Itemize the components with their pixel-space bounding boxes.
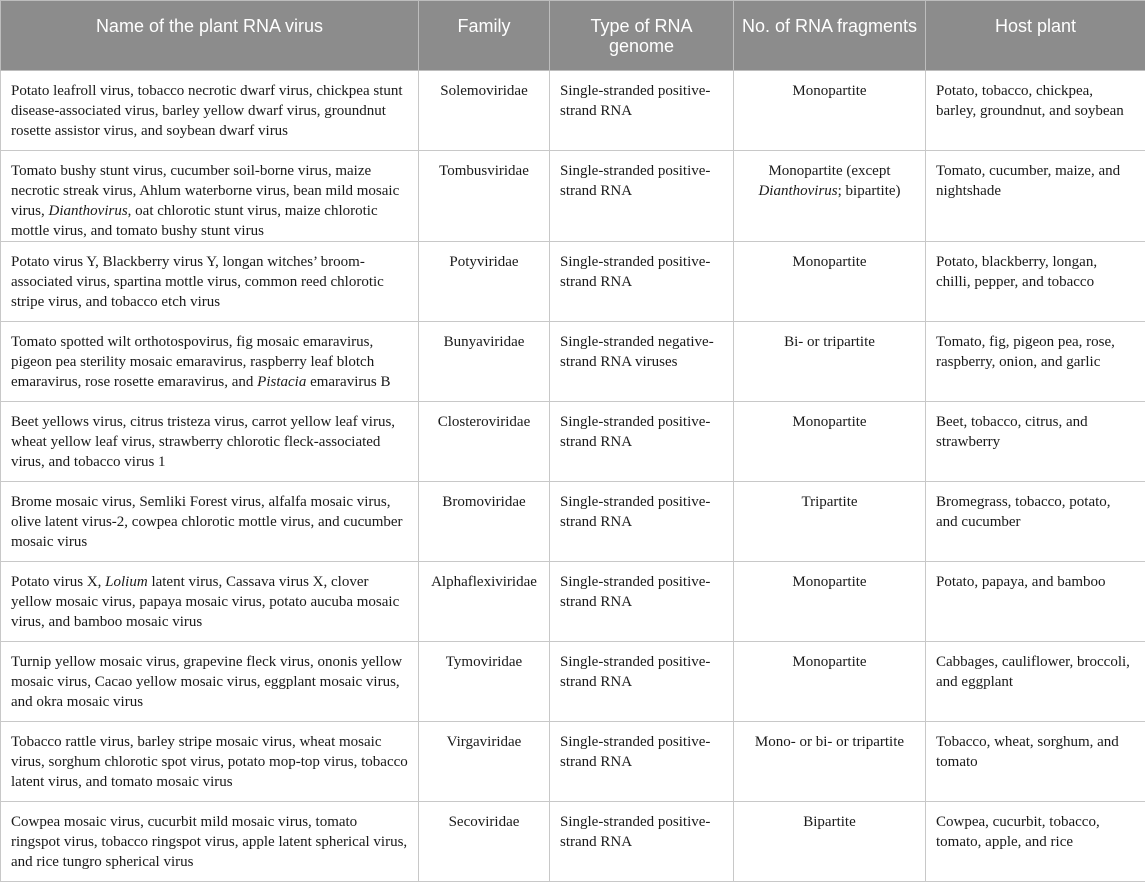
text-segment: Monopartite (792, 574, 867, 590)
header-family: Family (419, 1, 550, 71)
cell-host-plant: Potato, papaya, and bamboo (926, 562, 1145, 642)
cell-fragments (734, 562, 926, 642)
cell-genome-type: Single-stranded positive-strand RNA (550, 802, 734, 882)
cell-family: Bunyaviridae (419, 322, 550, 402)
cell-host-plant: Cowpea, cucurbit, tobacco, tomato, apple, and rice (926, 802, 1145, 882)
cell-virus-name (1, 402, 419, 482)
text-segment: emaravirus B (306, 374, 391, 390)
italic-taxon: Lolium (105, 574, 148, 590)
cell-virus-name (1, 322, 419, 402)
text-segment: Turnip yellow mosaic virus, grapevine fleck virus, ononis yellow mosaic virus, Cacao yellow mosaic virus, eggplant mosaic virus, and okra mosaic virus (11, 654, 403, 710)
text-segment: Tripartite (801, 494, 858, 510)
cell-genome-type: Single-stranded positive-strand RNA (550, 402, 734, 482)
table-header (1, 1, 1145, 71)
header-virus-name: Name of the plant RNA virus (1, 1, 419, 71)
cell-genome-type: Single-stranded positive-strand RNA (550, 562, 734, 642)
cell-genome-type: Single-stranded negative-strand RNA viruses (550, 322, 734, 402)
text-segment: , oat chlorotic stunt virus, maize chlorotic mottle virus, and tomato bushy stunt virus (11, 203, 378, 239)
cell-fragments (734, 482, 926, 562)
table-row (1, 71, 1145, 151)
cell-virus-name (1, 71, 419, 151)
text-segment: Tobacco rattle virus, barley stripe mosaic virus, wheat mosaic virus, sorghum chlorotic spot virus, potato mop-top virus, tobacco latent virus, and tomato mosaic virus (11, 734, 408, 790)
cell-virus-name (1, 482, 419, 562)
text-segment: Potato leafroll virus, tobacco necrotic dwarf virus, chickpea stunt disease-associated virus, barley yellow dwarf virus, groundnut rosette assistor virus, and soybean dwarf virus (11, 83, 403, 139)
cell-family: Alphaflexiviridae (419, 562, 550, 642)
cell-host-plant: Beet, tobacco, citrus, and strawberry (926, 402, 1145, 482)
cell-virus-name (1, 642, 419, 722)
cell-family: Bromoviridae (419, 482, 550, 562)
cell-family: Potyviridae (419, 242, 550, 322)
cell-family: Solemoviridae (419, 71, 550, 151)
text-segment: Monopartite (792, 414, 867, 430)
cell-family: Closteroviridae (419, 402, 550, 482)
text-segment: Monopartite (792, 654, 867, 670)
table-row (1, 642, 1145, 722)
table-row (1, 562, 1145, 642)
cell-host-plant: Potato, blackberry, longan, chilli, pepper, and tobacco (926, 242, 1145, 322)
text-segment: Brome mosaic virus, Semliki Forest virus, alfalfa mosaic virus, olive latent virus-2, cowpea chlorotic mottle virus, and cucumber mosaic virus (11, 494, 403, 550)
italic-taxon: Dianthovirus (758, 183, 838, 199)
header-genome-type: Type of RNA genome (550, 1, 734, 71)
cell-host-plant: Bromegrass, tobacco, potato, and cucumber (926, 482, 1145, 562)
cell-virus-name (1, 722, 419, 802)
text-segment: Monopartite (792, 254, 867, 270)
table-row (1, 802, 1145, 882)
cell-genome-type: Single-stranded positive-strand RNA (550, 71, 734, 151)
cell-genome-type: Single-stranded positive-strand RNA (550, 722, 734, 802)
text-segment: Potato virus X, (11, 574, 106, 590)
italic-taxon: Dianthovirus (48, 203, 128, 219)
text-segment: Mono- or bi- or tripartite (754, 734, 905, 750)
text-segment: Monopartite (792, 83, 867, 99)
text-segment: Bipartite (803, 814, 856, 830)
text-segment: Cowpea mosaic virus, cucurbit mild mosaic virus, tomato ringspot virus, tobacco ringspot virus, apple latent spherical virus, and rice tungro spherical virus (11, 814, 408, 870)
cell-genome-type: Single-stranded positive-strand RNA (550, 242, 734, 322)
cell-family: Tymoviridae (419, 642, 550, 722)
cell-virus-name (1, 562, 419, 642)
cell-fragments (734, 402, 926, 482)
cell-fragments (734, 802, 926, 882)
cell-genome-type: Single-stranded positive-strand RNA (550, 151, 734, 242)
cell-host-plant: Potato, tobacco, chickpea, barley, groundnut, and soybean (926, 71, 1145, 151)
cell-virus-name (1, 802, 419, 882)
cell-virus-name (1, 151, 419, 242)
text-segment: Potato virus Y, Blackberry virus Y, longan witches’ broom-associated virus, spartina mottle virus, common reed chlorotic stripe virus, and tobacco etch virus (11, 254, 384, 310)
cell-virus-name (1, 242, 419, 322)
table-row (1, 482, 1145, 562)
table-row (1, 242, 1145, 322)
cell-fragments (734, 71, 926, 151)
table-row (1, 402, 1145, 482)
cell-host-plant: Tobacco, wheat, sorghum, and tomato (926, 722, 1145, 802)
table-row (1, 151, 1145, 242)
cell-host-plant: Tomato, fig, pigeon pea, rose, raspberry, onion, and garlic (926, 322, 1145, 402)
cell-fragments (734, 151, 926, 242)
cell-host-plant: Tomato, cucumber, maize, and nightshade (926, 151, 1145, 242)
cell-family: Virgaviridae (419, 722, 550, 802)
text-segment: Beet yellows virus, citrus tristeza virus, carrot yellow leaf virus, wheat yellow leaf virus, strawberry chlorotic fleck-associated virus, and tobacco virus 1 (11, 414, 396, 470)
cell-fragments (734, 322, 926, 402)
cell-fragments (734, 722, 926, 802)
header-host-plant: Host plant (926, 1, 1145, 71)
table-body (1, 71, 1145, 882)
cell-family: Tombusviridae (419, 151, 550, 242)
text-segment: Monopartite (except (768, 163, 891, 179)
italic-taxon: Pistacia (257, 374, 307, 390)
text-segment: Tomato spotted wilt orthotospovirus, fig mosaic emaravirus, pigeon pea sterility mosaic emaravirus, raspberry leaf blotch emaravirus, rose rosette emaravirus, and (11, 334, 375, 390)
table-row (1, 722, 1145, 802)
cell-host-plant: Cabbages, cauliflower, broccoli, and eggplant (926, 642, 1145, 722)
cell-fragments (734, 642, 926, 722)
text-segment: Bi- or tripartite (784, 334, 875, 350)
cell-genome-type: Single-stranded positive-strand RNA (550, 482, 734, 562)
header-fragments: No. of RNA fragments (734, 1, 926, 71)
table-row (1, 322, 1145, 402)
text-segment: ; bipartite) (837, 183, 901, 199)
header-row (1, 1, 1145, 71)
cell-fragments (734, 242, 926, 322)
cell-family: Secoviridae (419, 802, 550, 882)
text-segment: latent virus, Cassava virus X, clover yellow mosaic virus, papaya mosaic virus, potato aucuba mosaic virus, and bamboo mosaic virus (11, 574, 400, 630)
cell-genome-type: Single-stranded positive-strand RNA (550, 642, 734, 722)
text-segment: Tomato bushy stunt virus, cucumber soil-borne virus, maize necrotic streak virus, Ahlum waterborne virus, bean mild mosaic virus, (11, 163, 400, 219)
